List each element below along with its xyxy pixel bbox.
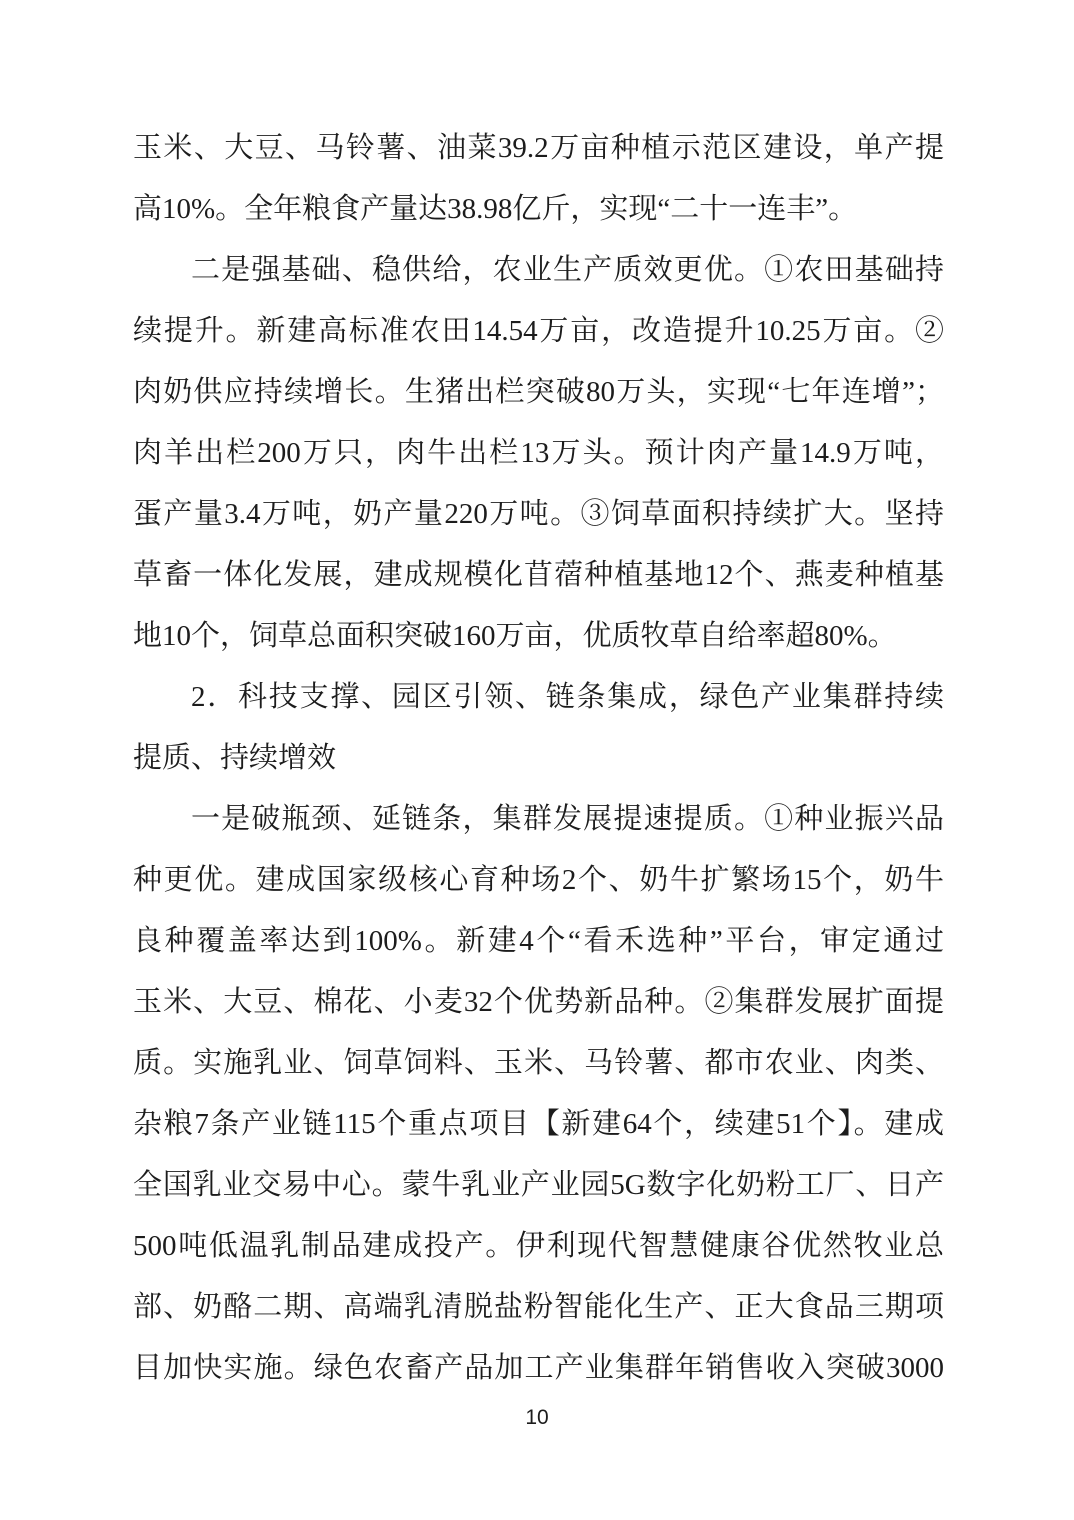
text-line: 良种覆盖率达到100%。新建4个“看禾选种”平台，审定通过 — [133, 925, 944, 957]
text-line: 续提升。新建高标准农田14.54万亩，改造提升10.25万亩。② — [133, 315, 944, 347]
page-footer — [0, 1406, 1074, 1430]
page-number: 10 — [525, 1406, 549, 1429]
text-line: 地10个，饲草总面积突破160万亩，优质牧草自给率超80%。 — [133, 620, 897, 652]
text-line: 玉米、大豆、马铃薯、油菜39.2万亩种植示范区建设，单产提 — [133, 132, 944, 164]
text-line: 提质、持续增效 — [133, 742, 337, 774]
text-line: 种更优。建成国家级核心育种场2个、奶牛扩繁场15个，奶牛 — [133, 864, 944, 896]
text-line: 玉米、大豆、棉花、小麦32个优势新品种。②集群发展扩面提 — [133, 986, 944, 1018]
para-grain-output — [133, 118, 944, 240]
para-heading-2-green-industry-cluster — [133, 667, 944, 789]
text-line: 二是强基础、稳供给，农业生产质效更优。①农田基础持 — [191, 254, 944, 286]
text-line: 全国乳业交易中心。蒙牛乳业产业园5G数字化奶粉工厂、日产 — [133, 1169, 944, 1201]
text-line: 2．科技支撑、园区引领、链条集成，绿色产业集群持续 — [191, 681, 944, 713]
text-line: 部、奶酪二期、高端乳清脱盐粉智能化生产、正大食品三期项 — [133, 1291, 944, 1323]
text-line: 肉羊出栏200万只，肉牛出栏13万头。预计肉产量14.9万吨， — [133, 437, 944, 469]
document-body — [133, 118, 944, 1399]
text-line: 500吨低温乳制品建成投产。伊利现代智慧健康谷优然牧业总 — [133, 1230, 944, 1262]
text-line: 高10%。全年粮食产量达38.98亿斤，实现“二十一连丰”。 — [133, 193, 858, 225]
text-line: 目加快实施。绿色农畜产品加工产业集群年销售收入突破3000 — [133, 1352, 944, 1384]
text-line: 肉奶供应持续增长。生猪出栏突破80万头，实现“七年连增”； — [133, 376, 944, 408]
para-agriculture-quality — [133, 240, 944, 667]
text-line: 蛋产量3.4万吨，奶产量220万吨。③饲草面积持续扩大。坚持 — [133, 498, 944, 530]
text-line: 一是破瓶颈、延链条，集群发展提速提质。①种业振兴品 — [191, 803, 944, 835]
text-line: 杂粮7条产业链115个重点项目【新建64个，续建51个】。建成 — [133, 1108, 944, 1140]
text-line: 质。实施乳业、饲草饲料、玉米、马铃薯、都市农业、肉类、 — [133, 1047, 944, 1079]
text-line: 草畜一体化发展，建成规模化苜蓿种植基地12个、燕麦种植基 — [133, 559, 944, 591]
para-cluster-development — [133, 789, 944, 1399]
